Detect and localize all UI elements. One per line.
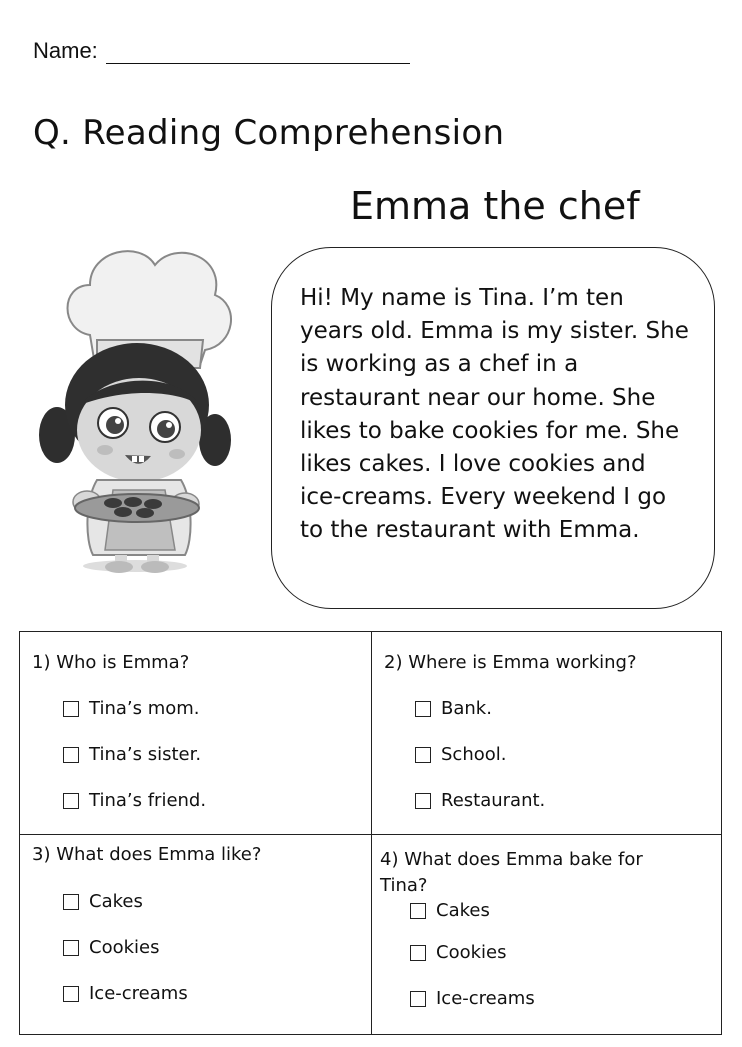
chef-girl-illustration	[35, 240, 250, 580]
checkbox-icon[interactable]	[415, 747, 431, 763]
checkbox-icon[interactable]	[415, 701, 431, 717]
grid-vertical-divider	[371, 632, 372, 1034]
option-label: School.	[441, 744, 507, 765]
q4-option-1[interactable]	[410, 900, 490, 921]
option-label: Restaurant.	[441, 790, 546, 811]
q3-option-3[interactable]	[63, 983, 188, 1004]
name-row	[33, 38, 410, 64]
q2-option-2[interactable]	[415, 744, 506, 765]
question-1-text: 1) Who is Emma?	[32, 652, 190, 673]
quiz-grid	[19, 631, 722, 1035]
name-label: Name:	[33, 38, 98, 63]
checkbox-icon[interactable]	[415, 793, 431, 809]
question-4	[380, 847, 680, 899]
worksheet-heading: Q. Reading Comprehension	[33, 113, 505, 153]
grid-horizontal-divider	[20, 834, 721, 835]
question-3-text: 3) What does Emma like?	[32, 844, 262, 865]
checkbox-icon[interactable]	[63, 793, 79, 809]
story-box	[271, 247, 715, 609]
name-blank-line[interactable]	[106, 39, 410, 64]
option-label: Cakes	[89, 891, 143, 912]
option-label: Cakes	[436, 900, 490, 921]
checkbox-icon[interactable]	[410, 991, 426, 1007]
q4-option-2[interactable]	[410, 942, 506, 963]
option-label: Tina’s mom.	[89, 698, 200, 719]
checkbox-icon[interactable]	[410, 903, 426, 919]
option-label: Ice-creams	[436, 988, 535, 1009]
option-label: Tina’s friend.	[89, 790, 207, 811]
q1-option-3[interactable]	[63, 790, 206, 811]
question-1	[32, 650, 362, 676]
option-label: Bank.	[441, 698, 492, 719]
q1-option-1[interactable]	[63, 698, 200, 719]
q4-option-3[interactable]	[410, 988, 535, 1009]
q1-option-2[interactable]	[63, 744, 201, 765]
q2-option-1[interactable]	[415, 698, 492, 719]
story-title: Emma the chef	[350, 184, 640, 228]
checkbox-icon[interactable]	[410, 945, 426, 961]
q3-option-2[interactable]	[63, 937, 159, 958]
checkbox-icon[interactable]	[63, 986, 79, 1002]
story-text: Hi! My name is Tina. I’m ten years old. Emma is my sister. She is working as a chef in a restaurant near our home. She likes to bake cookies for me. She likes cakes. I love cookies and ice-creams. Every weekend I go to the restaurant with Emma.	[300, 285, 689, 544]
option-label: Cookies	[89, 937, 160, 958]
checkbox-icon[interactable]	[63, 940, 79, 956]
option-label: Tina’s sister.	[89, 744, 202, 765]
question-2	[384, 650, 714, 676]
question-2-text: 2) Where is Emma working?	[384, 652, 637, 673]
q3-option-1[interactable]	[63, 891, 143, 912]
option-label: Cookies	[436, 942, 507, 963]
option-label: Ice-creams	[89, 983, 188, 1004]
question-3	[32, 842, 362, 868]
q2-option-3[interactable]	[415, 790, 545, 811]
checkbox-icon[interactable]	[63, 894, 79, 910]
question-4-text: 4) What does Emma bake for Tina?	[380, 849, 643, 896]
checkbox-icon[interactable]	[63, 747, 79, 763]
checkbox-icon[interactable]	[63, 701, 79, 717]
